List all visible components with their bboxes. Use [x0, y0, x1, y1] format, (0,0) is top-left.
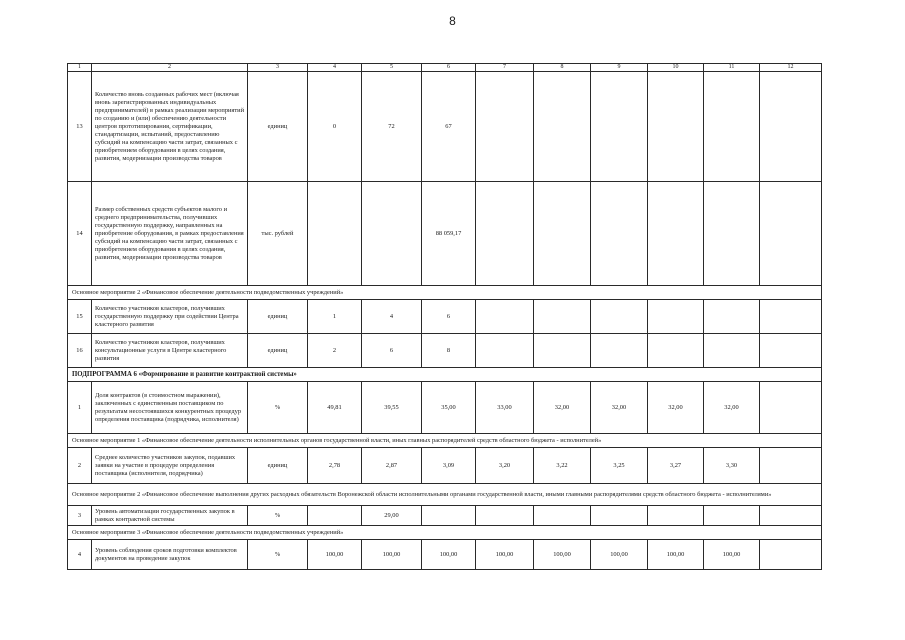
indicator-name: Размер собственных средств субъектов малого и среднего предпринимательства, получивших государственную поддержку, направленных на приобретение оборудования, в рамках предоставления субсидий на компенсацию части затрат, связанных с приобретением оборудования в целях создания, развития, модернизации производства товаров [92, 182, 248, 286]
value-cell: 49,81 [308, 382, 362, 434]
value-cell [591, 182, 648, 286]
value-cell [591, 72, 648, 182]
value-cell [534, 72, 591, 182]
section-row [68, 484, 822, 506]
header-cell: 7 [476, 64, 534, 72]
table-row [68, 448, 822, 484]
header-cell: 3 [248, 64, 308, 72]
row-number: 2 [68, 448, 92, 484]
value-cell [704, 300, 760, 334]
table-row [68, 506, 822, 526]
section-row [68, 434, 822, 448]
value-cell: 3,25 [591, 448, 648, 484]
table-row [68, 382, 822, 434]
value-cell: 32,00 [534, 382, 591, 434]
unit-cell: единиц [248, 300, 308, 334]
value-cell: 67 [422, 72, 476, 182]
value-cell: 2,87 [362, 448, 422, 484]
value-cell [760, 506, 822, 526]
row-number: 14 [68, 182, 92, 286]
value-cell [476, 72, 534, 182]
indicator-name: Среднее количество участников закупок, подавших заявки на участие в процедуре определения поставщика (исполнителя, подрядчика) [92, 448, 248, 484]
value-cell: 100,00 [362, 540, 422, 570]
value-cell [362, 182, 422, 286]
value-cell: 100,00 [476, 540, 534, 570]
value-cell: 33,00 [476, 382, 534, 434]
value-cell [760, 540, 822, 570]
value-cell [704, 182, 760, 286]
value-cell [760, 334, 822, 368]
section-row [68, 286, 822, 300]
table-row [68, 300, 822, 334]
section-title: Основное мероприятие 3 «Финансовое обеспечение деятельности подведомственных учреждений» [68, 526, 822, 540]
section-title: Основное мероприятие 2 «Финансовое обеспечение деятельности подведомственных учреждений» [68, 286, 822, 300]
value-cell [648, 506, 704, 526]
value-cell [648, 182, 704, 286]
value-cell: 88 059,17 [422, 182, 476, 286]
value-cell [704, 506, 760, 526]
indicator-name: Уровень автоматизации государственных закупок в рамках контрактной системы [92, 506, 248, 526]
value-cell [648, 334, 704, 368]
header-cell: 8 [534, 64, 591, 72]
value-cell [308, 182, 362, 286]
header-cell: 11 [704, 64, 760, 72]
value-cell: 100,00 [422, 540, 476, 570]
indicator-name: Доля контрактов (в стоимостном выражении), заключенных с единственным поставщиком по результатам несостоявшихся конкурентных процедур определения поставщика (подрядчика, исполнителя) [92, 382, 248, 434]
value-cell: 4 [362, 300, 422, 334]
value-cell [591, 334, 648, 368]
header-cell: 1 [68, 64, 92, 72]
value-cell: 72 [362, 72, 422, 182]
table-row [68, 72, 822, 182]
value-cell [591, 300, 648, 334]
value-cell: 100,00 [591, 540, 648, 570]
subprogram-title: ПОДПРОГРАММА 6 «Формирование и развитие контрактной системы» [68, 368, 822, 382]
value-cell: 39,55 [362, 382, 422, 434]
value-cell: 32,00 [591, 382, 648, 434]
value-cell: 6 [362, 334, 422, 368]
indicator-name: Количество участников кластеров, получивших государственную поддержку при содействии Центра кластерного развития [92, 300, 248, 334]
value-cell: 35,00 [422, 382, 476, 434]
value-cell [534, 334, 591, 368]
header-row [68, 64, 822, 72]
value-cell [476, 334, 534, 368]
row-number: 4 [68, 540, 92, 570]
value-cell: 3,27 [648, 448, 704, 484]
value-cell: 32,00 [648, 382, 704, 434]
value-cell [704, 334, 760, 368]
unit-cell: % [248, 382, 308, 434]
value-cell [760, 182, 822, 286]
table-row [68, 540, 822, 570]
value-cell: 100,00 [308, 540, 362, 570]
value-cell: 2,78 [308, 448, 362, 484]
page-number: 8 [449, 14, 456, 28]
value-cell: 3,20 [476, 448, 534, 484]
value-cell: 3,22 [534, 448, 591, 484]
value-cell: 100,00 [534, 540, 591, 570]
indicator-name: Количество вновь созданных рабочих мест (включая вновь зарегистрированных индивидуальных предпринимателей) в рамках реализации мероприятий по созданию и (или) обеспечению деятельности центров прототипирования, сертификации, стандартизации, испытаний, предоставлению субсидий на компенсацию части затрат, связанных с приобретением оборудования в целях создания, развития, модернизации производства товаров [92, 72, 248, 182]
value-cell [534, 506, 591, 526]
header-cell: 9 [591, 64, 648, 72]
value-cell [476, 300, 534, 334]
table-body [68, 64, 822, 570]
value-cell [760, 382, 822, 434]
indicator-name: Уровень соблюдения сроков подготовки комплектов документов на проведение закупок [92, 540, 248, 570]
row-number: 15 [68, 300, 92, 334]
value-cell [422, 506, 476, 526]
unit-cell: % [248, 540, 308, 570]
value-cell: 1 [308, 300, 362, 334]
value-cell [760, 72, 822, 182]
unit-cell: % [248, 506, 308, 526]
value-cell [534, 182, 591, 286]
unit-cell: единиц [248, 334, 308, 368]
row-number: 13 [68, 72, 92, 182]
value-cell: 3,30 [704, 448, 760, 484]
indicator-name: Количество участников кластеров, получивших консультационные услуги в Центре кластерного развития [92, 334, 248, 368]
value-cell [648, 72, 704, 182]
value-cell: 8 [422, 334, 476, 368]
row-number: 16 [68, 334, 92, 368]
header-cell: 10 [648, 64, 704, 72]
unit-cell: единиц [248, 448, 308, 484]
row-number: 3 [68, 506, 92, 526]
section-title: Основное мероприятие 1 «Финансовое обеспечение деятельности исполнительных органов государственной власти, иных главных распорядителей средств областного бюджета - исполнителей» [68, 434, 822, 448]
value-cell: 0 [308, 72, 362, 182]
table-row [68, 334, 822, 368]
value-cell: 32,00 [704, 382, 760, 434]
section-title: Основное мероприятие 2 «Финансовое обеспечение выполнения других расходных обязательств Воронежской области исполнительными органами государственной власти, иными главными распорядителями средств областного бюджета - исполнителями» [68, 484, 822, 506]
value-cell [760, 300, 822, 334]
unit-cell: тыс. рублей [248, 182, 308, 286]
section-row [68, 526, 822, 540]
header-cell: 2 [92, 64, 248, 72]
value-cell: 3,09 [422, 448, 476, 484]
unit-cell: единиц [248, 72, 308, 182]
value-cell: 2 [308, 334, 362, 368]
header-cell: 4 [308, 64, 362, 72]
value-cell: 100,00 [648, 540, 704, 570]
value-cell [476, 182, 534, 286]
value-cell: 29,00 [362, 506, 422, 526]
header-cell: 6 [422, 64, 476, 72]
subprogram-row [68, 368, 822, 382]
value-cell [760, 448, 822, 484]
table-row [68, 182, 822, 286]
value-cell [476, 506, 534, 526]
value-cell [534, 300, 591, 334]
header-cell: 12 [760, 64, 822, 72]
value-cell [704, 72, 760, 182]
value-cell [308, 506, 362, 526]
row-number: 1 [68, 382, 92, 434]
header-cell: 5 [362, 64, 422, 72]
value-cell: 6 [422, 300, 476, 334]
value-cell: 100,00 [704, 540, 760, 570]
indicators-table [67, 63, 822, 570]
value-cell [648, 300, 704, 334]
value-cell [591, 506, 648, 526]
